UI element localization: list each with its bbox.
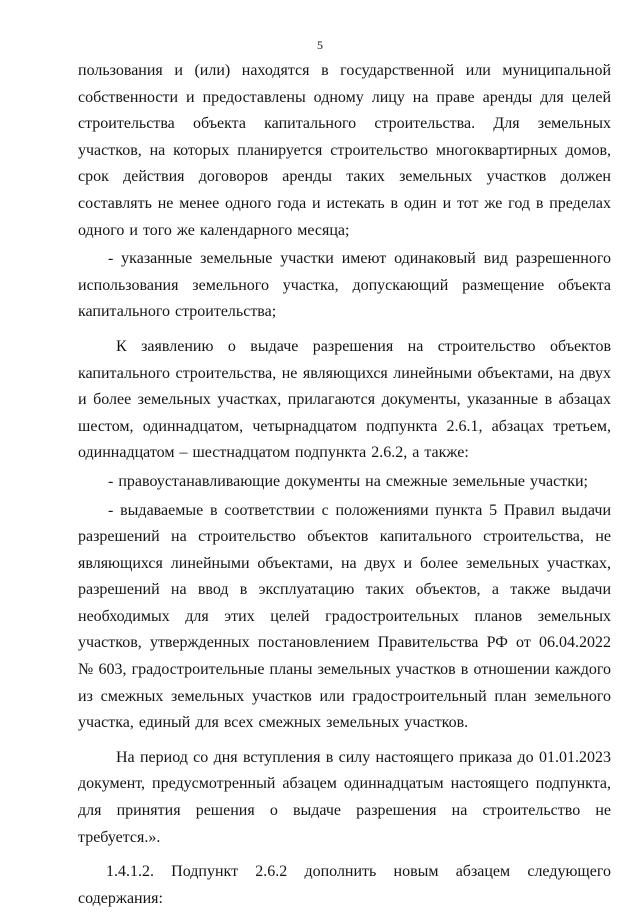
page-number: 5 bbox=[317, 38, 323, 52]
paragraph-land-lease-continuation: пользования и (или) находятся в государственной или муниципальной собственности и предоставлены одному лицу на праве аренды для целей строительства объекта капитального строительства. Для земельных участков, на которых планируется строительство многоквартирных домов, срок действия договоров аренды таких земельных участков должен составлять не менее одного года и истекать в один и тот же год в пределах одного и того же календарного месяца; bbox=[78, 62, 611, 239]
document-body bbox=[78, 58, 611, 912]
paragraph-amendment-2-6-2: 1.4.1.2. Подпункт 2.6.2 дополнить новым абзацем следующего содержания: bbox=[78, 863, 611, 907]
paragraph-transitional-period: На период со дня вступления в силу настоящего приказа до 01.01.2023 документ, предусмотренный абзацем одиннадцатым настоящего подпункта, для принятия решения о выдаче разрешения на строительство не требуется.». bbox=[78, 748, 611, 846]
paragraph-urban-plans: - выдаваемые в соответствии с положениями пункта 5 Правил выдачи разрешений на строительство объектов капитального строительства, не являющихся линейными объектами, на двух и более земельных участках, разрешений на ввод в эксплуатацию таких объектов, а также выдачи необходимых для этих целей градостроительных планов земельных участков, утвержденных постановлением Правительства РФ от 06.04.2022 № 603, градостроительные планы земельных участков в отношении каждого из смежных земельных участков или градостроительный план земельного участка, единый для всех смежных земельных участков. bbox=[78, 501, 611, 732]
paragraph-permitted-use: - указанные земельные участки имеют одинаковый вид разрешенного использования земельного участка, допускающий размещение объекта капитального строительства; bbox=[78, 250, 611, 321]
paragraph-title-documents: - правоустанавливающие документы на смежные земельные участки; bbox=[108, 472, 588, 490]
paragraph-application-documents: К заявлению о выдаче разрешения на строительство объектов капитального строительства, не являющихся линейными объектами, на двух и более земельных участках, прилагаются документы, указанные в абзацах шестом, одиннадцатом, четырнадцатом подпункта 2.6.1, абзацах третьем, одиннадцатом – шестнадцатом подпункта 2.6.2, а также: bbox=[78, 337, 611, 462]
